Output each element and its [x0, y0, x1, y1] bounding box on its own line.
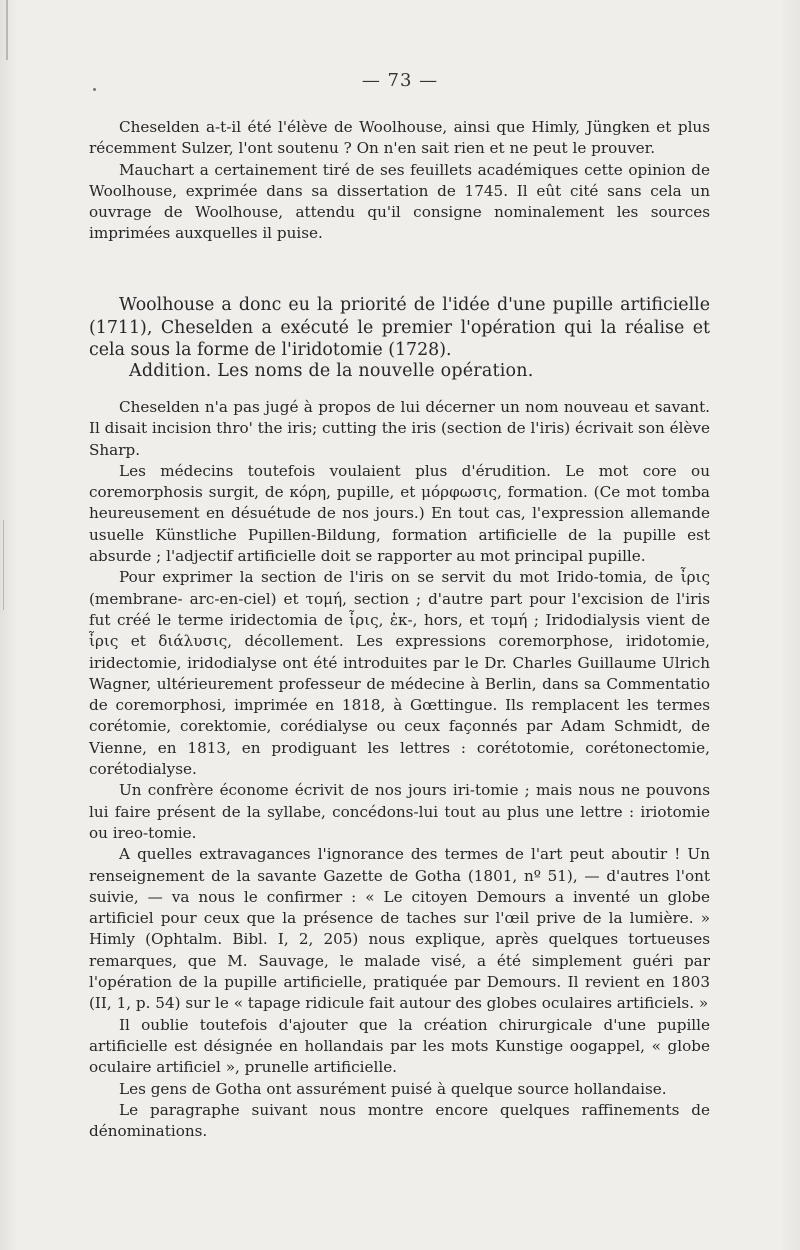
paragraph: Il oublie toutefois d'ajouter que la création chirurgicale d'une pupille artificielle est désignée en hollandais par les mots Kunstige oogappel, « globe oculaire artificiel », prunelle artificielle. [89, 1015, 710, 1077]
page-edge-mark [3, 520, 4, 610]
section-heading: Addition. Les noms de la nouvelle opération. [129, 361, 534, 381]
paragraph: Cheselden a-t-il été l'élève de Woolhouse, ainsi que Himly, Jüngken et plus récemment Sulzer, l'ont soutenu ? On n'en sait rien et ne peut le prouver. [89, 118, 710, 158]
paragraph: Woolhouse a donc eu la priorité de l'idée d'une pupille artificielle (1711), Cheselden a exécuté le premier l'opération qui la réalise et cela sous la forme de l'iridotomie (1728). [89, 295, 710, 360]
paragraph: Pour exprimer la section de l'iris on se servit du mot Irido-tomia, de ἶρις (membrane- arc-en-ciel) et τομή, section ; d'autre part pour l'excision de l'iris fut créé le terme iridectomia de ἶρις, ἐκ-, hors, et τομή ; Iridodialysis vient de ἶρις et διάλυσις, décollement. Les expressions coremorphose, iridotomie, iridectomie, iridodialyse ont été introduites par le Dr. Charles Guillaume Ulrich Wagner, ultérieurement professeur de médecine à Berlin, dans sa Commentatio de coremorphosi, imprimée en 1818, à Gœttingue. Ils remplacent les termes corétomie, corektomie, corédialyse ou ceux façonnés par Adam Schmidt, de Vienne, en 1813, en prodiguant les lettres : corétotomie, corétonectomie, corétodialyse. [89, 568, 710, 779]
priority-statement [89, 294, 710, 362]
paragraph: A quelles extravagances l'ignorance des termes de l'art peut aboutir ! Un renseignement de la savante Gazette de Gotha (1801, nº 51), — d'autres l'ont suivie, — va nous le confirmer : « Le citoyen Demours a inventé un globe artificiel pour ceux que la présence de taches sur l'œil prive de la lumière. » Himly (Ophtalm. Bibl. I, 2, 205) nous explique, après quelques tortueuses remarques, que M. Sauvage, le malade visé, a été simplement guéri par l'opération de la pupille artificielle, pratiquée par Demours. Il revient en 1803 (II, 1, p. 54) sur le « tapage ridicule fait autour des globes oculaires artificiels. » [89, 845, 710, 1013]
paragraph: Les gens de Gotha ont assurément puisé à quelque source hollandaise. [119, 1079, 667, 1098]
paragraph: Cheselden n'a pas jugé à propos de lui décerner un nom nouveau et savant. Il disait incision thro' the iris; cutting the iris (section de l'iris) écrivait son élève Sharp. [89, 398, 710, 459]
paragraph: Le paragraphe suivant nous montre encore quelques raffinements de dénominations. [89, 1100, 710, 1141]
opening-section [89, 117, 710, 245]
paragraph: Un confrère économe écrivit de nos jours iri-tomie ; mais nous ne pouvons lui faire présent de la syllabe, concédons-lui tout au plus une lettre : iriotomie ou ireo-tomie. [89, 781, 710, 842]
paragraph: Les médecins toutefois voulaient plus d'érudition. Le mot core ou coremorphosis surgit, de κόρη, pupille, et μόρφωσις, formation. (Ce mot tomba heureusement en désuétude de nos jours.) En tout cas, l'expression allemande usuelle Künstliche Pupillen-Bildung, formation artificielle de la pupille est absurde ; l'adjectif artificielle doit se rapporter au mot principal pupille. [89, 461, 710, 566]
page-number: — 73 — [361, 70, 439, 91]
body-section [89, 397, 710, 1142]
paragraph: Mauchart a certainement tiré de ses feuillets académiques cette opinion de Woolhouse, exprimée dans sa dissertation de 1745. Il eût cité sans cela un ouvrage de Woolhouse, attendu qu'il consigne nominalement les sources imprimées auxquelles il puise. [89, 160, 710, 243]
page-edge-mark [6, 0, 8, 60]
